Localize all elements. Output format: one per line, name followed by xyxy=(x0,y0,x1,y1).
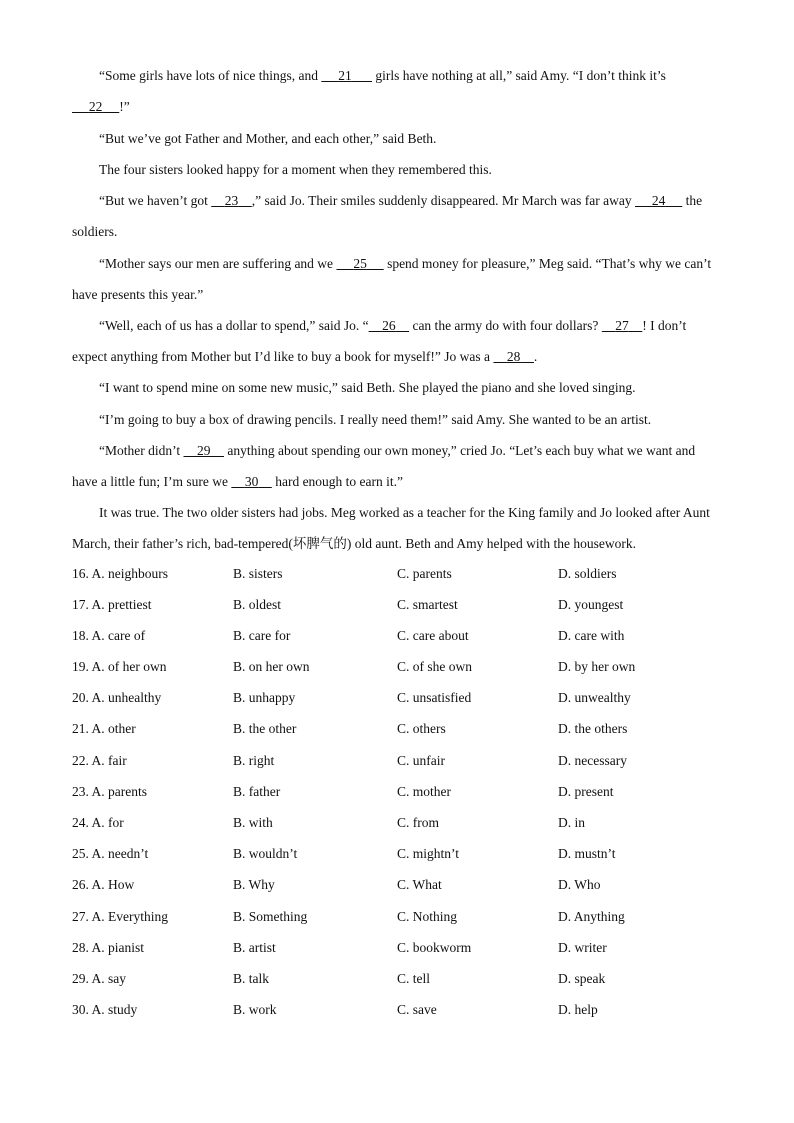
passage-paragraph-7: “I want to spend mine on some new music,” said Beth. She played the piano and she loved singing. xyxy=(99,380,636,395)
option-b: B. Something xyxy=(233,909,308,924)
option-c: C. mightn’t xyxy=(397,846,460,861)
blank-22: 22 xyxy=(88,99,103,115)
question-25 xyxy=(0,846,794,866)
option-b: B. Why xyxy=(233,877,275,892)
option-c: C. save xyxy=(397,1002,437,1017)
question-26 xyxy=(0,877,794,897)
passage-paragraph-2: “But we’ve got Father and Mother, and each other,” said Beth. xyxy=(99,131,437,146)
option-b: B. the other xyxy=(233,721,297,736)
option-d: D. speak xyxy=(558,971,606,986)
option-d: D. youngest xyxy=(558,597,624,612)
question-20 xyxy=(0,690,794,710)
option-a: 17. A. prettiest xyxy=(72,597,152,612)
blank-30: 30 xyxy=(244,474,259,490)
option-c: C. bookworm xyxy=(397,940,472,955)
option-a: 25. A. needn’t xyxy=(72,846,149,861)
option-a: 21. A. other xyxy=(72,721,136,736)
option-d: D. care with xyxy=(558,628,625,643)
blank-26: 26 xyxy=(382,318,396,333)
option-d: D. unwealthy xyxy=(558,690,631,705)
passage-paragraph-9: “Mother didn’t 29 anything about spending our own money,” cried Jo. “Let’s each buy what we want and have a little fun; I’m sure we 30 hard enough to earn it.” xyxy=(72,443,696,490)
passage-paragraph-8: “I’m going to buy a box of drawing pencils. I really need them!” said Amy. She wanted to be an artist. xyxy=(99,412,652,427)
option-a: 20. A. unhealthy xyxy=(72,690,162,705)
question-27 xyxy=(0,909,794,929)
question-30 xyxy=(0,1002,794,1022)
option-c: C. others xyxy=(397,721,446,736)
option-a: 24. A. for xyxy=(72,815,124,830)
question-29 xyxy=(0,971,794,991)
option-b: B. wouldn’t xyxy=(233,846,298,861)
option-a: 16. A. neighbours xyxy=(72,566,168,581)
option-d: D. Who xyxy=(558,877,601,892)
option-c: C. smartest xyxy=(397,597,458,612)
option-a: 26. A. How xyxy=(72,877,135,892)
option-a: 29. A. say xyxy=(72,971,126,986)
option-a: 30. A. study xyxy=(72,1002,138,1017)
option-d: D. by her own xyxy=(558,659,636,674)
option-b: B. sisters xyxy=(233,566,283,581)
option-a: 28. A. pianist xyxy=(72,940,145,955)
option-d: D. writer xyxy=(558,940,607,955)
question-22 xyxy=(0,753,794,773)
blank-27: 27 xyxy=(615,318,629,333)
option-d: D. in xyxy=(558,815,585,830)
blank-29: 29 xyxy=(197,443,211,458)
option-a: 23. A. parents xyxy=(72,784,147,799)
option-b: B. on her own xyxy=(233,659,310,674)
option-c: C. Nothing xyxy=(397,909,458,924)
option-c: C. of she own xyxy=(397,659,472,674)
question-16 xyxy=(0,566,794,586)
option-b: B. care for xyxy=(233,628,291,643)
passage-paragraph-4: “But we haven’t got 23 ,” said Jo. Their smiles suddenly disappeared. Mr March was far away 24 the soldiers. xyxy=(72,193,703,240)
question-23 xyxy=(0,784,794,804)
option-b: B. oldest xyxy=(233,597,282,612)
question-21 xyxy=(0,721,794,741)
option-b: B. work xyxy=(233,1002,277,1017)
option-c: C. parents xyxy=(397,566,452,581)
option-d: D. help xyxy=(558,1002,598,1017)
option-d: D. Anything xyxy=(558,909,625,924)
option-c: C. from xyxy=(397,815,439,830)
option-b: B. unhappy xyxy=(233,690,296,705)
question-18 xyxy=(0,628,794,648)
option-d: D. necessary xyxy=(558,753,627,768)
option-b: B. with xyxy=(233,815,273,830)
blank-24: 24 xyxy=(651,193,666,208)
option-c: C. care about xyxy=(397,628,469,643)
option-d: D. soldiers xyxy=(558,566,617,581)
option-d: D. the others xyxy=(558,721,628,736)
option-a: 27. A. Everything xyxy=(72,909,168,924)
question-28 xyxy=(0,940,794,960)
blank-28: 28 xyxy=(506,349,521,365)
blank-21: 21 xyxy=(338,68,352,83)
option-a: 19. A. of her own xyxy=(72,659,167,674)
option-b: B. talk xyxy=(233,971,269,986)
option-c: C. tell xyxy=(397,971,430,986)
option-b: B. father xyxy=(233,784,281,799)
option-c: C. mother xyxy=(397,784,451,799)
blank-23: 23 xyxy=(224,193,239,208)
option-a: 18. A. care of xyxy=(72,628,146,643)
question-19 xyxy=(0,659,794,679)
passage-paragraph-1: “Some girls have lots of nice things, and 21 girls have nothing at all,” said Amy. “I don’t think it’s 22 !” xyxy=(72,60,712,122)
passage-paragraph-6: “Well, each of us has a dollar to spend,” said Jo. “ 26 can the army do with four dollars? 27 ! I don’t expect anything from Mother but I’d like to buy a book for myself!” Jo was a 28 . xyxy=(72,318,687,365)
option-d: D. mustn’t xyxy=(558,846,616,861)
option-b: B. right xyxy=(233,753,275,768)
blank-25: 25 xyxy=(353,256,367,271)
option-c: C. What xyxy=(397,877,442,892)
passage-paragraph-3: The four sisters looked happy for a moment when they remembered this. xyxy=(99,162,492,177)
option-c: C. unsatisfied xyxy=(397,690,472,705)
option-c: C. unfair xyxy=(397,753,445,768)
option-a: 22. A. fair xyxy=(72,753,127,768)
passage-paragraph-5: “Mother says our men are suffering and we 25 spend money for pleasure,” Meg said. “That’s why we can’t have presents this year.” xyxy=(72,256,712,303)
option-b: B. artist xyxy=(233,940,276,955)
option-d: D. present xyxy=(558,784,614,799)
passage-paragraph-10: It was true. The two older sisters had jobs. Meg worked as a teacher for the King family and Jo looked after Aunt March, their father’s rich, bad-tempered(坏脾气的) old aunt. Beth and Amy helped with the housework. xyxy=(72,505,710,552)
question-24 xyxy=(0,815,794,835)
question-17 xyxy=(0,597,794,617)
